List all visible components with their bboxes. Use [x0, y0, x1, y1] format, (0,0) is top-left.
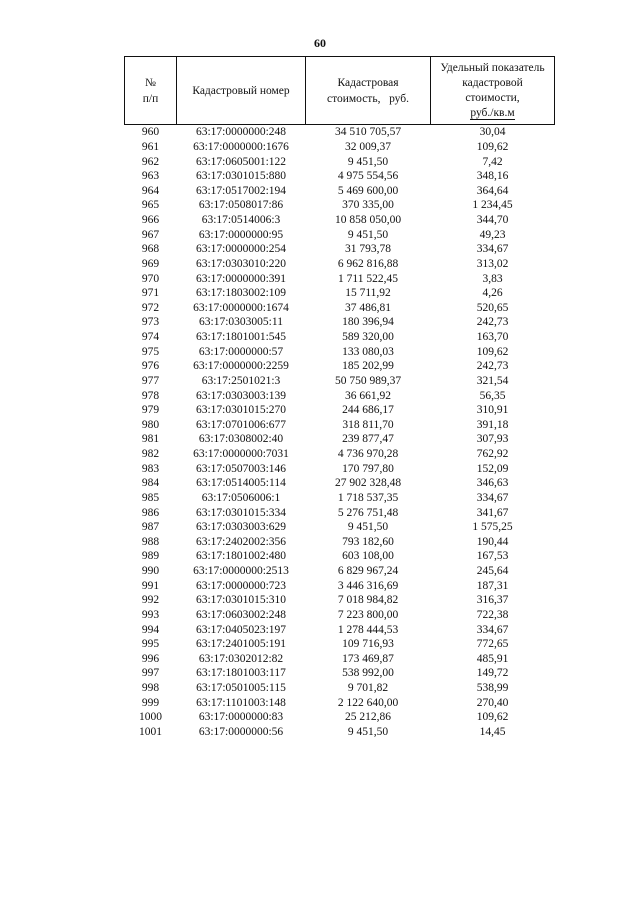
- specific-indicator-cell: 1 234,45: [472, 199, 513, 212]
- specific-indicator-cell: 341,67: [476, 506, 509, 519]
- cadastral-number-cell: 63:17:0301015:334: [195, 506, 287, 519]
- cadastral-cost-cell: 9 451,50: [347, 155, 389, 168]
- cadastral-cost-cell: 7 018 984,82: [337, 594, 399, 607]
- row-number-cell: 999: [141, 696, 160, 709]
- table-row: [125, 491, 555, 506]
- specific-indicator-cell: 270,40: [476, 696, 509, 709]
- table-row: [125, 578, 555, 593]
- cadastral-cost-cell: 9 451,50: [347, 521, 389, 534]
- cadastral-number-cell: 63:17:0605001:122: [195, 155, 287, 168]
- row-number-cell: 995: [141, 638, 160, 651]
- table-row: [125, 432, 555, 447]
- table-row: [125, 169, 555, 184]
- cadastral-number-cell: 63:17:0303005:11: [199, 316, 283, 329]
- cadastral-cost-cell: 2 122 640,00: [337, 696, 399, 709]
- cadastral-cost-cell: 4 975 554,56: [337, 170, 399, 183]
- header-cadastral-cost-line2: стоимость, руб.: [327, 92, 409, 105]
- cadastral-number-cell: 63:17:0301015:880: [195, 170, 287, 183]
- cadastral-cost-cell: 36 661,92: [345, 389, 391, 402]
- cadastral-cost-cell: 1 718 537,35: [337, 491, 399, 504]
- cadastral-number-cell: 63:17:0514005:114: [196, 477, 286, 490]
- cadastral-number-cell: 63:17:0302012:82: [198, 652, 284, 665]
- table-row: [125, 242, 555, 257]
- row-number-cell: 994: [141, 623, 160, 636]
- specific-indicator-cell: 520,65: [476, 301, 509, 314]
- cadastral-cost-cell: 37 486,81: [345, 301, 391, 314]
- cadastral-cost-cell: 5 276 751,48: [337, 506, 399, 519]
- cadastral-number-cell: 63:17:0303003:139: [195, 389, 287, 402]
- cadastral-cost-cell: 170 797,80: [342, 462, 394, 475]
- row-number-cell: 985: [141, 491, 160, 504]
- cadastral-number-cell: 63:17:0506006:1: [201, 491, 281, 504]
- table-row: [125, 418, 555, 433]
- row-number-cell: 989: [141, 550, 160, 563]
- cadastral-number-cell: 63:17:0301015:270: [195, 404, 287, 417]
- table-row: [125, 184, 555, 199]
- cadastral-number-cell: 63:17:0000000:2513: [193, 565, 289, 578]
- header-specific-line4: [433, 106, 552, 121]
- table-row: [125, 652, 555, 667]
- specific-indicator-cell: 762,92: [476, 448, 509, 461]
- table-row: [125, 666, 555, 681]
- table-row: [125, 461, 555, 476]
- table-row: [125, 695, 555, 710]
- table-row: [125, 257, 555, 272]
- cadastral-cost-cell: 793 182,60: [342, 535, 394, 548]
- specific-indicator-cell: 321,54: [476, 374, 509, 387]
- cadastral-number-cell: 63:17:0000000:56: [198, 725, 284, 738]
- table-row: [125, 564, 555, 579]
- cadastral-number-cell: 63:17:1803002:109: [195, 287, 287, 300]
- table-row: [125, 344, 555, 359]
- row-number-cell: 968: [141, 243, 160, 256]
- cadastral-number-cell: 63:17:0507003:146: [195, 462, 287, 475]
- row-number-cell: 979: [141, 404, 160, 417]
- header-row-number: [125, 57, 177, 125]
- specific-indicator-cell: 149,72: [476, 667, 509, 680]
- row-number-cell: 993: [141, 608, 160, 621]
- table-row: [125, 227, 555, 242]
- specific-indicator-cell: 1 575,25: [472, 521, 513, 534]
- table-row: [125, 505, 555, 520]
- specific-indicator-cell: 242,73: [476, 316, 509, 329]
- row-number-cell: 987: [141, 521, 160, 534]
- cadastral-number-cell: 63:17:2501021:3: [201, 374, 281, 387]
- header-specific-indicator: [431, 57, 555, 125]
- row-number-cell: 990: [141, 565, 160, 578]
- header-cadastral-cost-line1: Кадастровая: [337, 76, 399, 89]
- cadastral-number-cell: 63:17:0508017:86: [198, 199, 284, 212]
- cadastral-cost-cell: 133 080,03: [342, 345, 394, 358]
- row-number-cell: 966: [141, 214, 160, 227]
- specific-indicator-cell: 7,42: [482, 155, 503, 168]
- specific-indicator-cell: 313,02: [476, 257, 509, 270]
- cadastral-cost-cell: 244 686,17: [342, 404, 394, 417]
- table-body: [125, 125, 555, 740]
- specific-indicator-cell: 538,99: [476, 682, 509, 695]
- cadastral-cost-cell: 25 212,86: [345, 711, 391, 724]
- header-row: [125, 57, 555, 125]
- row-number-cell: 962: [141, 155, 160, 168]
- specific-indicator-cell: 163,70: [476, 331, 509, 344]
- cadastral-cost-cell: 589 320,00: [342, 331, 394, 344]
- specific-indicator-cell: 167,53: [476, 550, 509, 563]
- cadastral-number-cell: 63:17:0308002:40: [198, 433, 284, 446]
- row-number-cell: 965: [141, 199, 160, 212]
- row-number-cell: 1000: [139, 711, 162, 724]
- cadastral-cost-cell: 603 108,00: [342, 550, 394, 563]
- row-number-cell: 986: [141, 506, 160, 519]
- header-specific-line3: стоимости,: [465, 92, 520, 104]
- cadastral-number-cell: 63:17:0701006:677: [195, 418, 287, 431]
- specific-indicator-cell: 391,18: [476, 418, 509, 431]
- specific-indicator-cell: 722,38: [476, 608, 509, 621]
- specific-indicator-cell: 348,16: [476, 170, 509, 183]
- cadastral-number-cell: 63:17:0000000:2259: [193, 360, 289, 373]
- cadastral-cost-cell: 1 278 444,53: [337, 623, 399, 636]
- row-number-cell: 983: [141, 462, 160, 475]
- cadastral-cost-cell: 31 793,78: [345, 243, 391, 256]
- row-number-cell: 961: [141, 140, 160, 153]
- table-row: [125, 710, 555, 725]
- specific-indicator-cell: 334,67: [476, 623, 509, 636]
- cadastral-number-cell: 63:17:1801003:117: [196, 667, 286, 680]
- cadastral-cost-cell: 173 469,87: [342, 652, 394, 665]
- header-cadastral-cost: [306, 57, 431, 125]
- table-row: [125, 271, 555, 286]
- cadastral-cost-cell: 3 446 316,69: [337, 579, 399, 592]
- cadastral-cost-cell: 10 858 050,00: [334, 214, 402, 227]
- cadastral-number-cell: 63:17:0501005:115: [196, 682, 286, 695]
- cadastral-number-cell: 63:17:0000000:248: [195, 126, 287, 139]
- cadastral-cost-cell: 15 711,92: [345, 287, 391, 300]
- specific-indicator-cell: 4,26: [482, 287, 503, 300]
- table-row: [125, 374, 555, 389]
- row-number-cell: 991: [141, 579, 160, 592]
- header-row-number-abbrev: п/п: [142, 92, 159, 105]
- cadastral-number-cell: 63:17:0303010:220: [195, 257, 287, 270]
- cadastral-cost-cell: 1 711 522,45: [338, 272, 398, 285]
- table-row: [125, 286, 555, 301]
- cadastral-cost-cell: 32 009,37: [345, 140, 391, 153]
- specific-indicator-cell: 152,09: [476, 462, 509, 475]
- table-row: [125, 315, 555, 330]
- cadastral-number-cell: 63:17:2402002:356: [195, 535, 287, 548]
- row-number-cell: 970: [141, 272, 160, 285]
- row-number-cell: 960: [141, 126, 160, 139]
- table-row: [125, 403, 555, 418]
- cadastral-cost-cell: 5 469 600,00: [337, 184, 399, 197]
- row-number-cell: 984: [141, 477, 160, 490]
- table-row: [125, 593, 555, 608]
- row-number-cell: 997: [141, 667, 160, 680]
- row-number-cell: 964: [141, 184, 160, 197]
- row-number-cell: 988: [141, 535, 160, 548]
- specific-indicator-cell: 485,91: [476, 652, 509, 665]
- specific-indicator-cell: 109,62: [476, 140, 509, 153]
- cadastral-cost-cell: 370 335,00: [342, 199, 394, 212]
- table-row: [125, 681, 555, 696]
- specific-indicator-cell: 334,67: [476, 491, 509, 504]
- cadastral-cost-cell: 7 223 800,00: [337, 608, 399, 621]
- specific-indicator-cell: 56,35: [479, 389, 506, 402]
- table-row: [125, 725, 555, 740]
- row-number-cell: 969: [141, 257, 160, 270]
- cadastral-number-cell: 63:17:0000000:95: [198, 228, 284, 241]
- row-number-cell: 992: [141, 594, 160, 607]
- cadastral-cost-cell: 180 396,94: [342, 316, 394, 329]
- table-row: [125, 388, 555, 403]
- specific-indicator-cell: 364,64: [476, 184, 509, 197]
- cadastral-cost-cell: 34 510 705,57: [334, 126, 402, 139]
- cadastral-cost-cell: 109 716,93: [342, 638, 394, 651]
- cadastral-number-cell: 63:17:0000000:723: [195, 579, 287, 592]
- specific-indicator-cell: 344,70: [476, 214, 509, 227]
- row-number-cell: 963: [141, 170, 160, 183]
- cadastral-number-cell: 63:17:1101003:148: [196, 696, 286, 709]
- row-number-cell: 973: [141, 316, 160, 329]
- specific-indicator-cell: 187,31: [476, 579, 509, 592]
- header-cadastral-number-label: Кадастровый номер: [192, 84, 290, 97]
- specific-indicator-cell: 14,45: [479, 725, 506, 738]
- row-number-cell: 998: [141, 682, 160, 695]
- page-number: 60: [314, 36, 326, 50]
- cadastral-number-cell: 63:17:0000000:391: [195, 272, 287, 285]
- row-number-cell: 972: [141, 301, 160, 314]
- table-row: [125, 301, 555, 316]
- specific-indicator-cell: 3,83: [482, 272, 503, 285]
- table-row: [125, 359, 555, 374]
- specific-indicator-cell: 30,04: [479, 126, 506, 139]
- specific-indicator-cell: 190,44: [476, 535, 509, 548]
- header-specific-line2: кадастровой: [462, 77, 523, 89]
- cadastral-cost-cell: 538 992,00: [342, 667, 394, 680]
- cadastral-cost-cell: 50 750 989,37: [334, 374, 402, 387]
- table-row: [125, 520, 555, 535]
- table-row: [125, 140, 555, 155]
- row-number-cell: 974: [141, 331, 160, 344]
- cadastral-cost-cell: 6 962 816,88: [337, 257, 399, 270]
- cadastral-cost-cell: 27 902 328,48: [334, 477, 402, 490]
- specific-indicator-cell: 316,37: [476, 594, 509, 607]
- table-row: [125, 198, 555, 213]
- specific-indicator-cell: 109,62: [476, 711, 509, 724]
- row-number-cell: 1001: [139, 725, 162, 738]
- cadastral-cost-cell: 318 811,70: [342, 418, 394, 431]
- cadastral-cost-cell: 9 451,50: [347, 725, 389, 738]
- row-number-cell: 977: [141, 374, 160, 387]
- cadastral-number-cell: 63:17:0000000:83: [198, 711, 284, 724]
- header-specific-line1: Удельный показатель: [440, 62, 545, 74]
- specific-indicator-cell: 346,63: [476, 477, 509, 490]
- cadastral-number-cell: 63:17:0000000:1674: [193, 301, 289, 314]
- specific-indicator-cell: 245,64: [476, 565, 509, 578]
- row-number-cell: 967: [141, 228, 160, 241]
- table-row: [125, 476, 555, 491]
- cadastral-cost-cell: 6 829 967,24: [337, 565, 399, 578]
- cadastral-number-cell: 63:17:1801001:545: [195, 331, 287, 344]
- header-cadastral-number: [177, 57, 306, 125]
- table-row: [125, 330, 555, 345]
- cadastral-number-cell: 63:17:2401005:191: [195, 638, 287, 651]
- cadastral-number-cell: 63:17:0405023:197: [195, 623, 287, 636]
- specific-indicator-cell: 334,67: [476, 243, 509, 256]
- table-row: [125, 637, 555, 652]
- table-row: [125, 154, 555, 169]
- row-number-cell: 981: [141, 433, 160, 446]
- table-row: [125, 125, 555, 140]
- cadastral-number-cell: 63:17:0517002:194: [195, 184, 287, 197]
- specific-indicator-cell: 109,62: [476, 345, 509, 358]
- specific-indicator-cell: 242,73: [476, 360, 509, 373]
- cadastral-number-cell: 63:17:0000000:254: [195, 243, 287, 256]
- table-header: [125, 57, 555, 125]
- row-number-cell: 978: [141, 389, 160, 402]
- row-number-cell: 975: [141, 345, 160, 358]
- row-number-cell: 976: [141, 360, 160, 373]
- cadastral-cost-cell: 9 701,82: [347, 682, 389, 695]
- cadastral-cost-cell: 239 877,47: [342, 433, 394, 446]
- cadastral-number-cell: 63:17:0000000:57: [198, 345, 284, 358]
- specific-indicator-cell: 772,65: [476, 638, 509, 651]
- row-number-cell: 980: [141, 418, 160, 431]
- table-row: [125, 622, 555, 637]
- cadastral-cost-cell: 9 451,50: [347, 228, 389, 241]
- cadastral-number-cell: 63:17:0000000:1676: [193, 140, 289, 153]
- table-row: [125, 608, 555, 623]
- cadastral-number-cell: 63:17:0514006:3: [201, 214, 281, 227]
- cadastral-number-cell: 63:17:0603002:248: [195, 608, 287, 621]
- specific-indicator-cell: 49,23: [479, 228, 506, 241]
- header-row-number-symbol: №: [145, 76, 156, 89]
- cadastral-cost-cell: 185 202,99: [342, 360, 394, 373]
- cadastral-number-cell: 63:17:0000000:7031: [193, 448, 289, 461]
- header-specific-unit: руб./кв.м: [470, 107, 515, 119]
- cadastral-table: [124, 56, 555, 739]
- specific-indicator-cell: 310,91: [476, 404, 509, 417]
- cadastral-number-cell: 63:17:1801002:480: [195, 550, 287, 563]
- cadastral-number-cell: 63:17:0301015:310: [195, 594, 287, 607]
- table-row: [125, 213, 555, 228]
- row-number-cell: 982: [141, 448, 160, 461]
- cadastral-cost-cell: 4 736 970,28: [337, 448, 399, 461]
- specific-indicator-cell: 307,93: [476, 433, 509, 446]
- row-number-cell: 996: [141, 652, 160, 665]
- table-row: [125, 447, 555, 462]
- table-row: [125, 549, 555, 564]
- table-row: [125, 535, 555, 550]
- cadastral-number-cell: 63:17:0303003:629: [195, 521, 287, 534]
- row-number-cell: 971: [141, 287, 160, 300]
